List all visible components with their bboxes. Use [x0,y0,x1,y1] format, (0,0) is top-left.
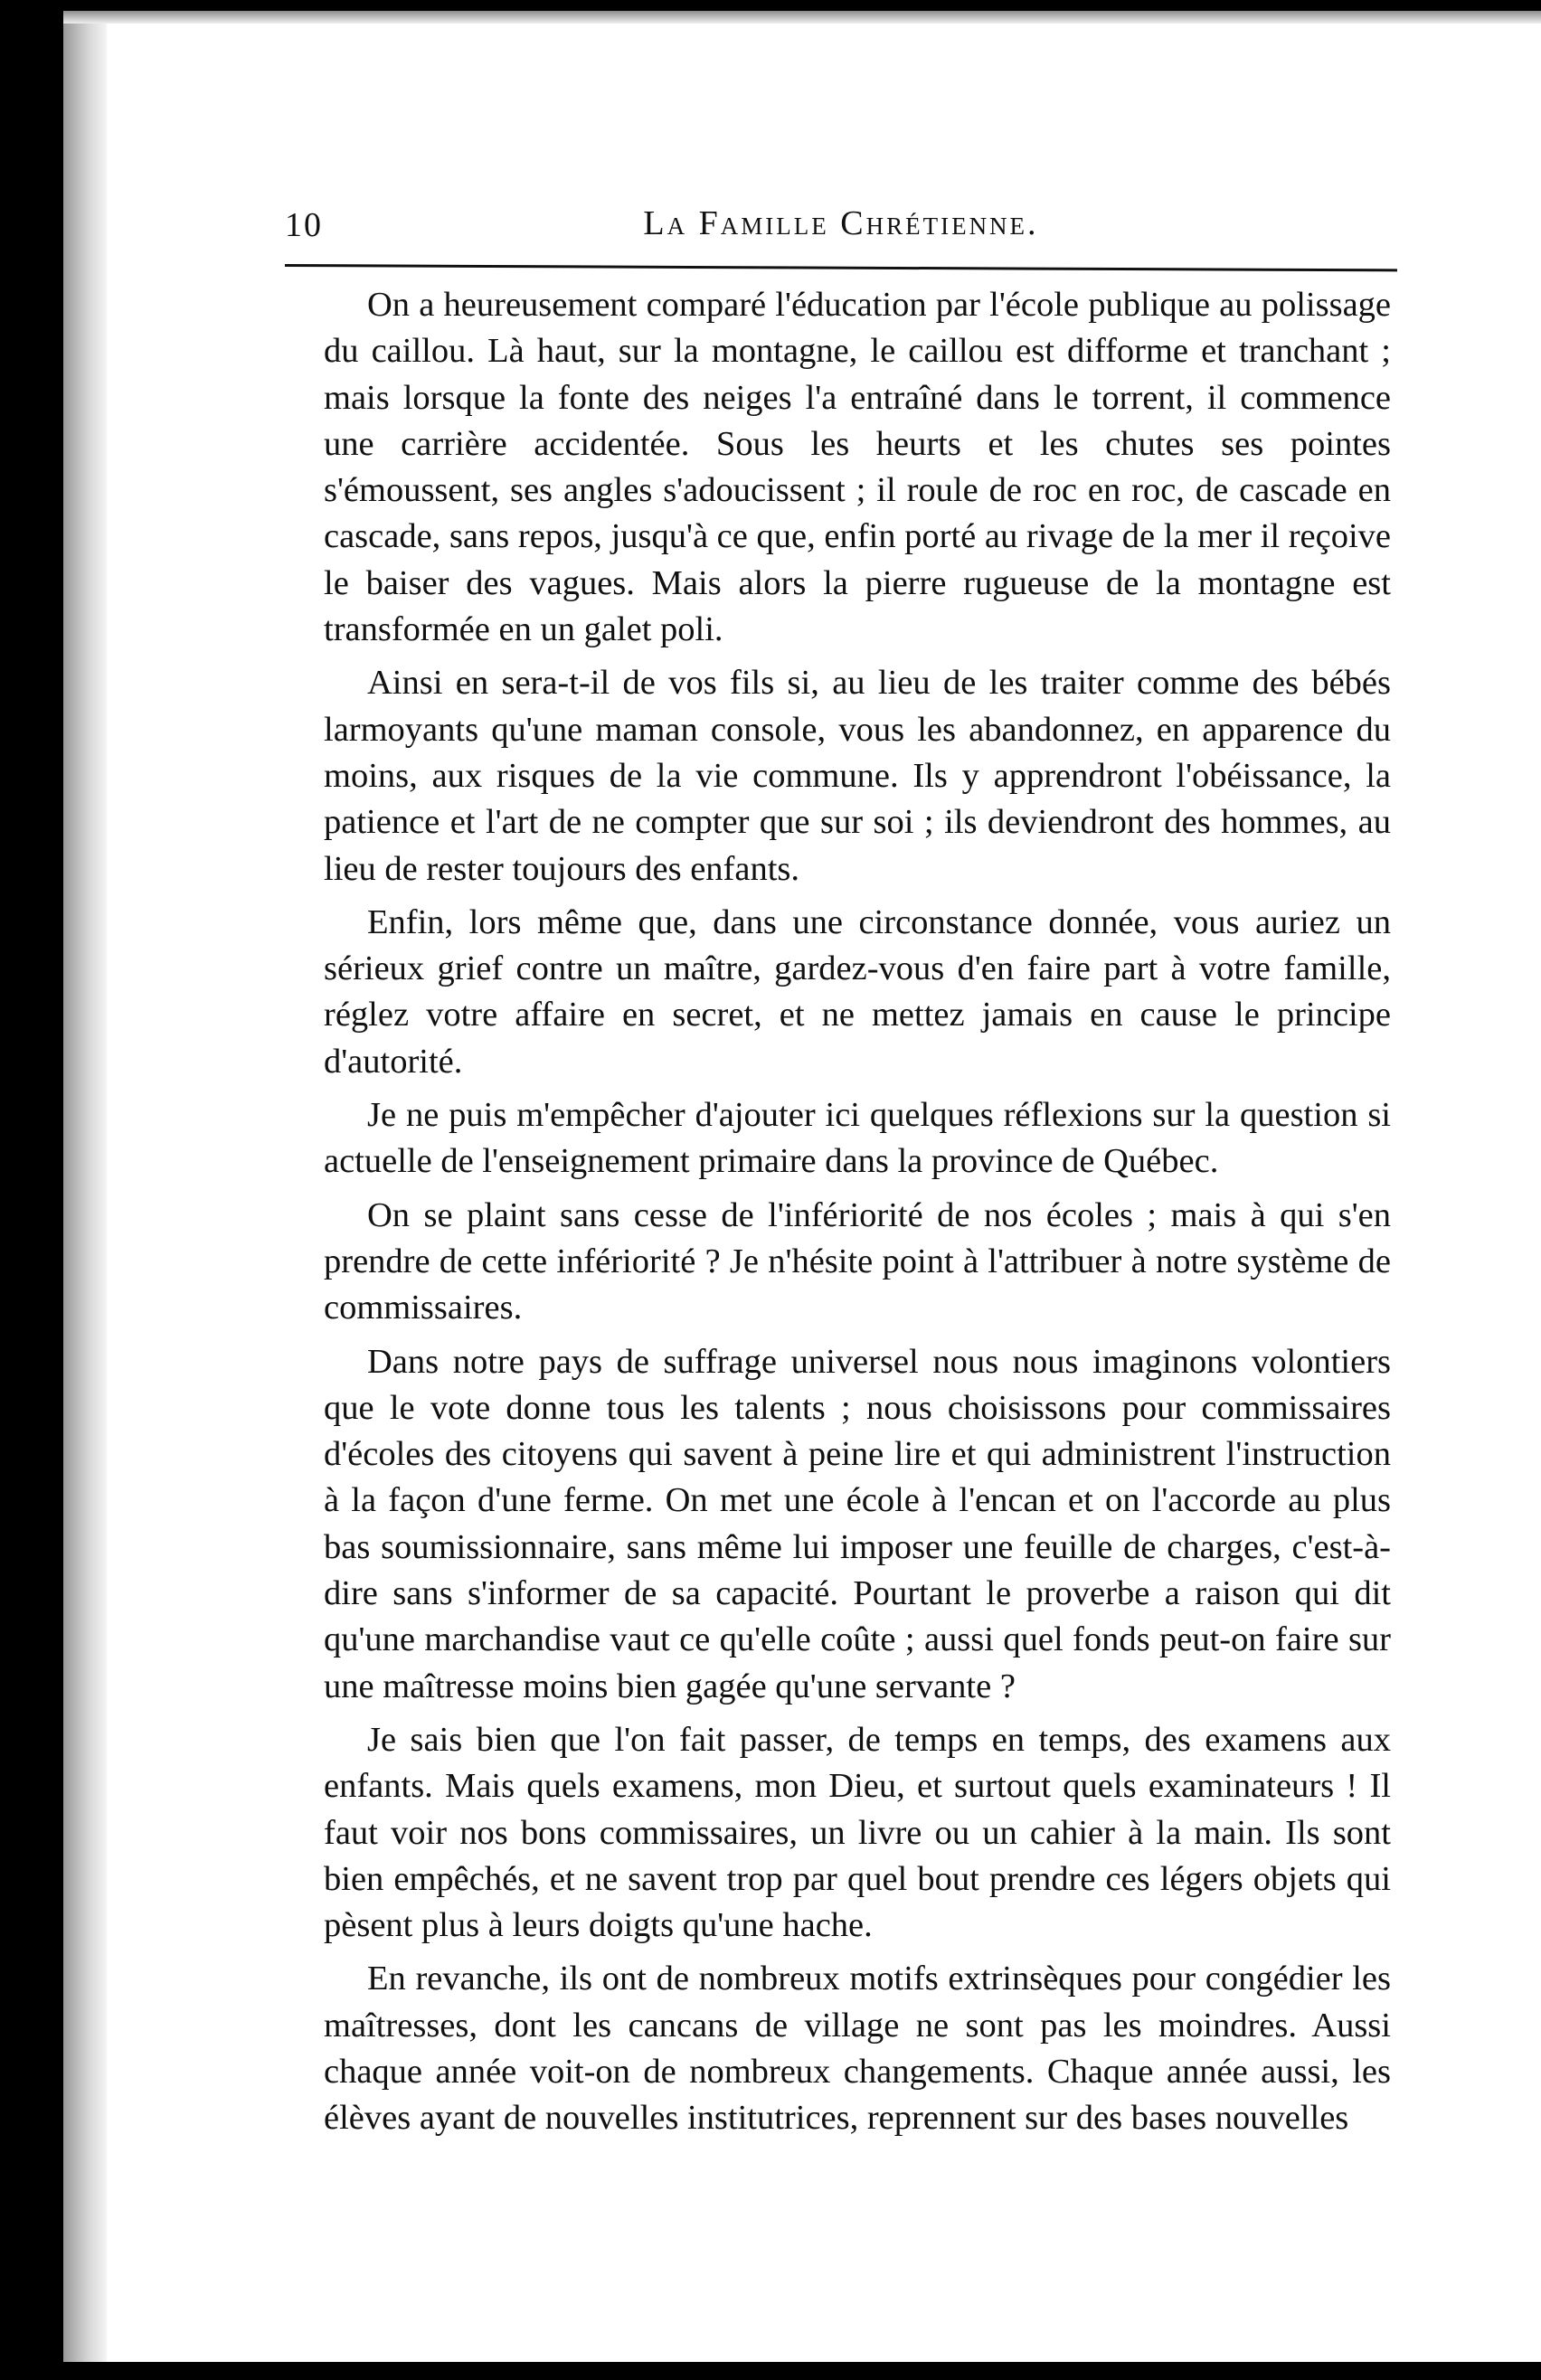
body-text [324,282,1391,2149]
paragraph: Je sais bien que l'on fait passer, de temps en temps, des examens aux enfants. Mais quels examens, mon Dieu, et surtout quels examinateurs ! Il faut voir nos bons commissaires, un livre ou un cahier à la main. Ils sont bien empêchés, et ne savent trop par quel bout prendre ces légers objets qui pèsent plus à leurs doigts qu'une hache. [324,1720,1391,1945]
paragraph: On se plaint sans cesse de l'infériorité de nos écoles ; mais à qui s'en prendre de cette infériorité ? Je n'hésite point à l'attribuer à notre système de commissaires. [324,1195,1391,1327]
page-gutter-shadow [63,11,107,2362]
paragraph: On a heureusement comparé l'éducation par l'école publique au polissage du caillou. Là haut, sur la montagne, le caillou est difforme et tranchant ; mais lorsque la fonte des neiges l'a entraîné dans le torrent, il commence une carrière accidentée. Sous les heurts et les chutes ses pointes s'émoussent, ses angles s'adoucissent ; il roule de roc en roc, de cascade en cascade, sans repos, jusqu'à ce que, enfin porté au rivage de la mer il reçoive le baiser des vagues. Mais alors la pierre rugueuse de la montagne est transformée en un galet poli. [324,286,1391,649]
running-head [285,203,1397,254]
paragraph: Enfin, lors même que, dans une circonstance donnée, vous auriez un sérieux grief contre un maître, gardez-vous d'en faire part à votre famille, réglez votre affaire en secret, et ne mettez jamais en cause le principe d'autorité. [324,902,1391,1081]
page-top-shadow [63,11,1541,24]
page-number: 10 [285,206,323,244]
paragraph: Dans notre pays de suffrage universel nous nous imaginons volontiers que le vote donne tous les talents ; nous choisissons pour commissaires d'écoles des citoyens qui savent à peine lire et qui administrent l'instruction à la façon d'une ferme. On met une école à l'encan et on l'accorde au plus bas soumissionnaire, sans même lui imposer une feuille de charges, c'est-à-dire sans s'informer de sa capacité. Pourtant le proverbe a raison qui dit qu'une marchandise vaut ce qu'elle coûte ; aussi quel fonds peut-on faire sur une maîtresse moins bien gagée qu'une servante ? [324,1342,1391,1705]
paragraph: Je ne puis m'empêcher d'ajouter ici quelques réflexions sur la question si actuelle de l'enseignement primaire dans la province de Québec. [324,1096,1391,1181]
paragraph: Ainsi en sera-t-il de vos fils si, au lieu de les traiter comme des bébés larmoyants qu'une maman console, vous les abandonnez, en apparence du moins, aux risques de la vie commune. Ils y apprendront l'obéissance, la patience et l'art de ne compter que sur soi ; ils deviendront des hommes, au lieu de rester toujours des enfants. [324,664,1391,888]
running-title: La Famille Chrétienne. [643,204,1039,242]
paragraph: En revanche, ils ont de nombreux motifs extrinsèques pour congédier les maîtresses, dont les cancans de village ne sont pas les moindres. Aussi chaque année voit-on de nombreux changements. Chaque année aussi, les élèves ayant de nouvelles institutrices, reprennent sur des bases nouvelles [324,1960,1391,2138]
